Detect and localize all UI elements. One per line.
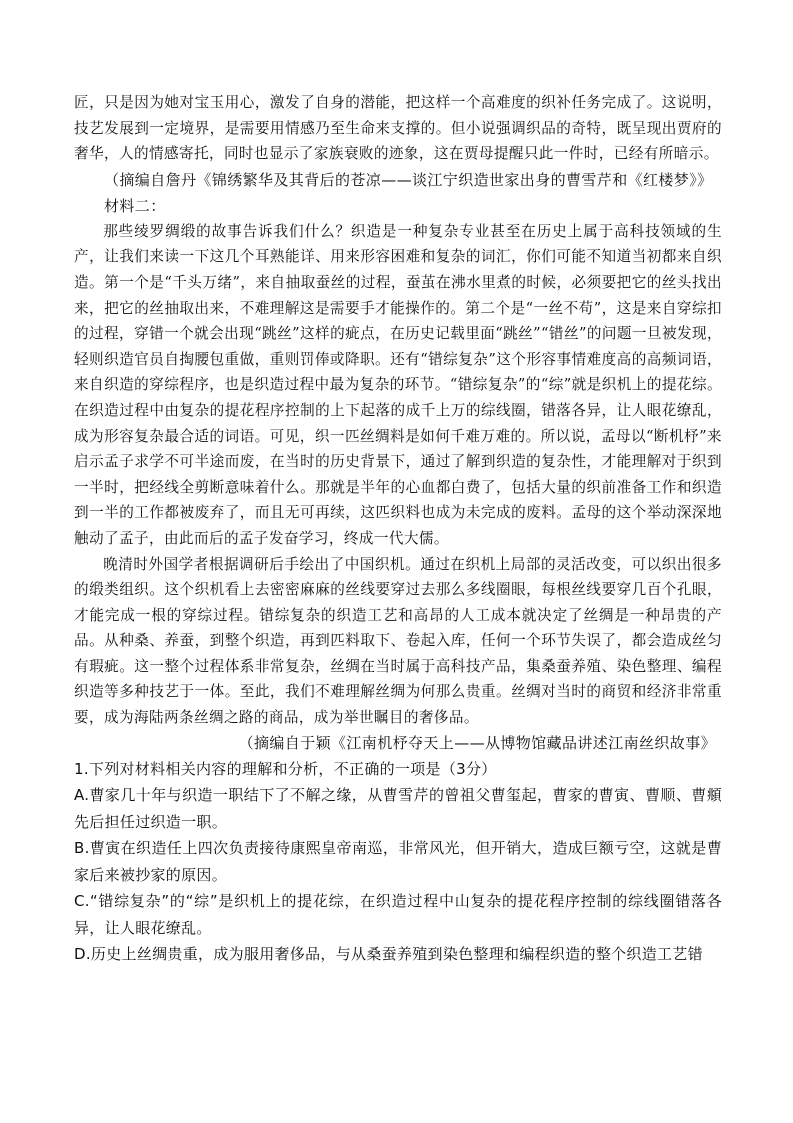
- material1-source-citation: （摘编自詹丹《锦绣繁华及其背后的苍凉——谈江宁织造世家出身的曹雪芹和《红楼梦》》: [104, 170, 713, 189]
- question-1-option-a: A.曹家几十年与织造一职结下了不解之缘，从曹雪芹的曾祖父曹玺起，曹家的曹寅、曹顺、曹頫先后担任过织造一职。: [74, 786, 722, 831]
- question-1-option-b: B.曹寅在织造任上四次负责接待康熙皇帝南巡，非常风光，但开销大，造成巨额亏空，这就是曹家后来被抄家的原因。: [74, 839, 722, 884]
- question-1-stem: 1.下列对材料相关内容的理解和分析，不正确的一项是（3分）: [74, 759, 497, 778]
- material1-paragraph-continued: 匠，只是因为她对宝玉用心，激发了自身的潜能，把这样一个高难度的织补任务完成了。这说明，技艺发展到一定境界，是需要用情感乃至生命来支撑的。但小说强调织品的奇特，既呈现出贾府的奢华，人的情感寄托，同时也显示了家族衰败的迹象，这在贾母提醒只此一件时，已经有所暗示。: [74, 94, 722, 163]
- question-1-option-c: C.“错综复杂”的“综”是织机上的提花综，在织造过程中山复杂的提花程序控制的综线圈错落各异，让人眼花缭乱。: [74, 892, 722, 937]
- material2-source-citation: （摘编自于颖《江南机杼夺天上——从博物馆藏品讲述江南丝织故事》: [238, 733, 716, 752]
- question-1-option-d: D.历史上丝绸贵重，成为服用奢侈品，与从桑蚕养殖到染色整理和编程织造的整个织造工艺错: [74, 945, 703, 964]
- material2-heading: 材料二：: [104, 196, 166, 215]
- material2-paragraph-1: 那些绫罗绸缎的故事告诉我们什么？织造是一种复杂专业甚至在历史上属于高科技领域的生产，让我们来读一下这几个耳熟能详、用来形容困难和复杂的词汇，你们可能不知道当初都来自织造。第一个是“千头万绪”，来自抽取蚕丝的过程，蚕茧在沸水里煮的时候，必须要把它的丝头找出来，把它的丝抽取出来，不难理解这是需要手才能操作的。第二个是“一丝不苟”，这是来自穿综扣的过程，穿错一个就会出现“跳丝”这样的疵点，在历史记载里面“跳丝”“错丝”的问题一旦被发现，轻则织造官员自掏腰包重做，重则罚俸或降职。还有“错综复杂”这个形容事情难度高的高频词语，来自织造的穿综程序，也是织造过程中最为复杂的环节。“错综复杂”的“综”就是织机上的提花综。在织造过程中由复杂的提花程序控制的上下起落的成千上万的综线圈，错落各异，让人眼花缭乱，成为形容复杂最合适的词语。可见，织一匹丝绸料是如何千难万难的。所以说，孟母以“断机杼”来启示孟子求学不可半途而废，在当时的历史背景下，通过了解到织造的复杂性，才能理解对于织到一半时，把经线全剪断意味着什么。那就是半年的心血都白费了，包括大量的织前准备工作和织造到一半的工作都被废弃了，而且无可再续，这匹织料也成为未完成的废料。孟母的这个举动深深地触动了孟子，由此而后的孟子发奋学习，终成一代大儒。: [74, 222, 722, 547]
- document-page: [74, 90, 722, 968]
- material2-paragraph-2: 晚清时外国学者根据调研后手绘出了中国织机。通过在织机上局部的灵活改变，可以织出很多的缎类组织。这个织机看上去密密麻麻的丝线要穿过去那么多线圈眼，每根丝线要穿几百个孔眼，才能完成一根的穿综过程。错综复杂的织造工艺和高昂的人工成本就决定了丝绸是一种昂贵的产品。从种桑、养蚕，到整个织造，再到匹料取下、卷起入库，任何一个环节失误了，都会造成丝匀有瑕疵。这一整个过程体系非常复杂，丝绸在当时属于高科技产品，集桑蚕养殖、染色整理、编程织造等多种技艺于一体。至此，我们不难理解丝绸为何那么贵重。丝绸对当时的商贸和经济非常重要，成为海陆两条丝绸之路的商品，成为举世瞩目的奢侈品。: [74, 555, 722, 727]
